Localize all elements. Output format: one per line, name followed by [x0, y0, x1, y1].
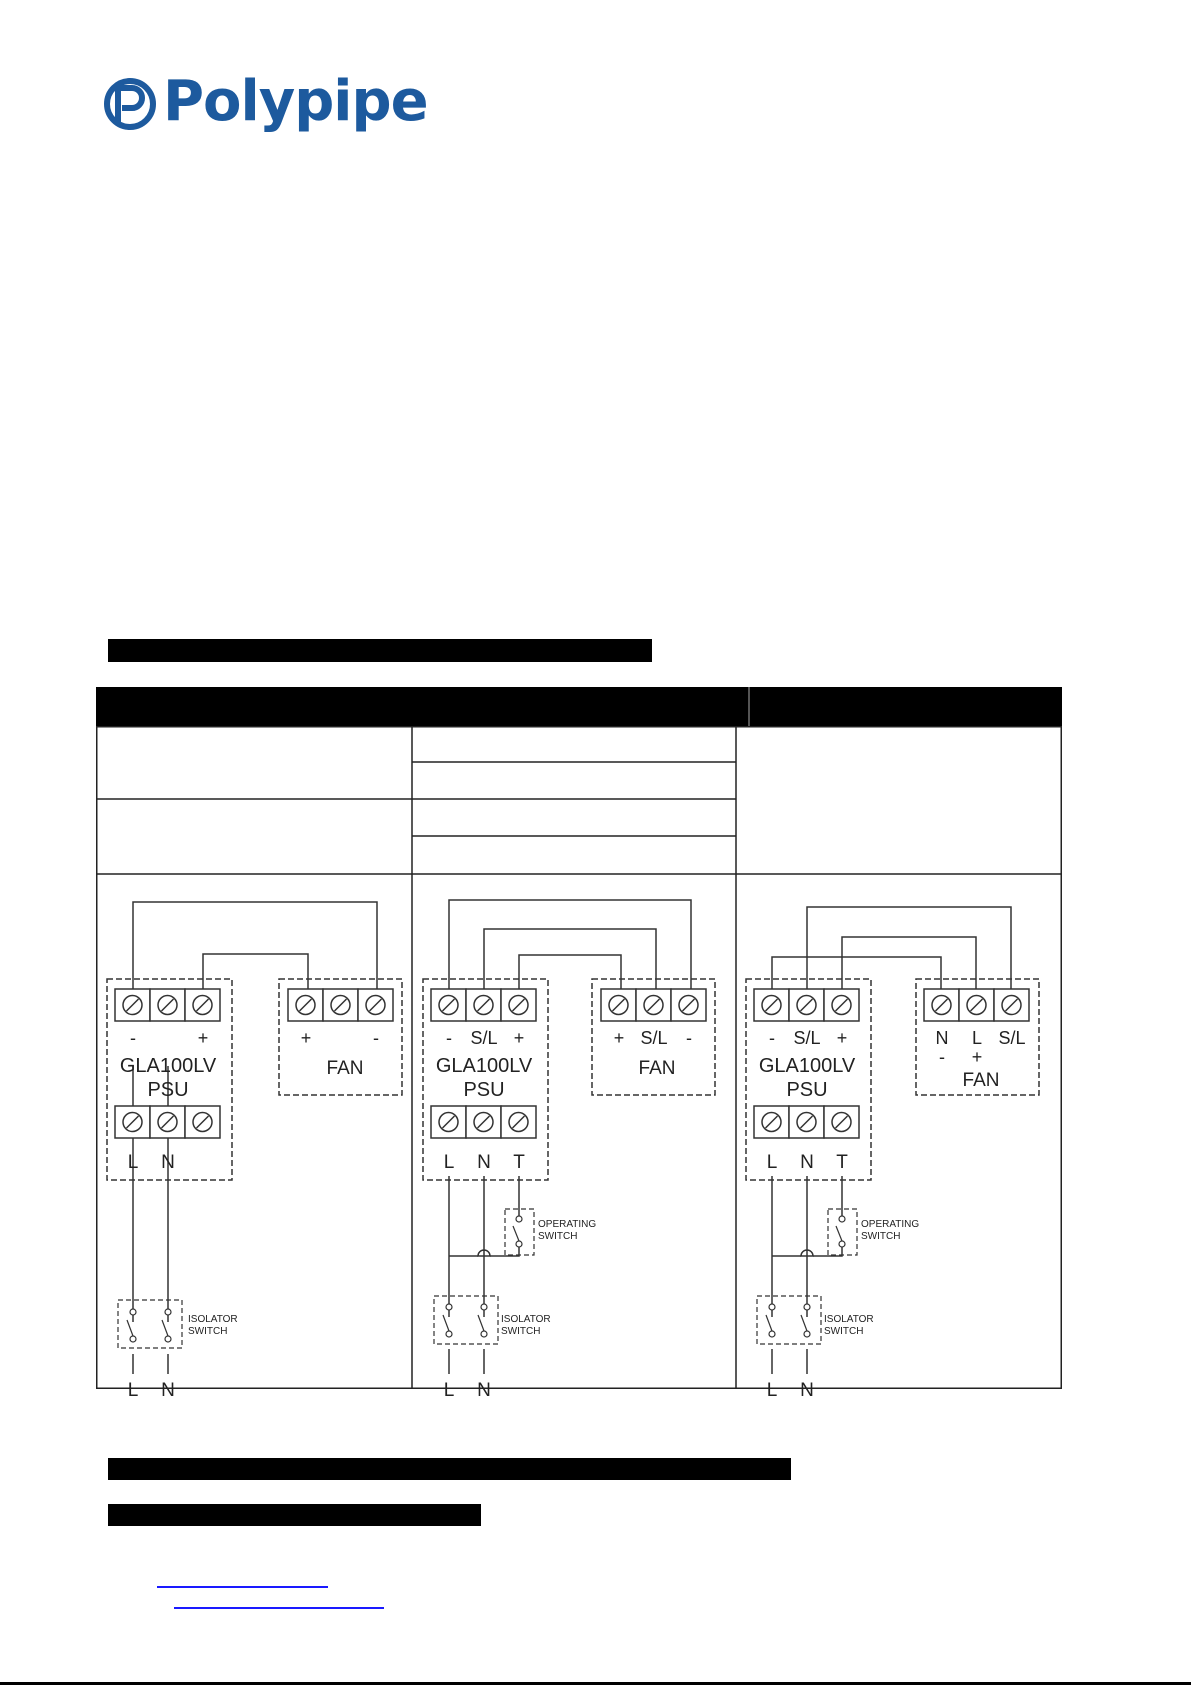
table-grid: [96, 726, 1062, 1389]
diagram-1: [107, 902, 402, 1401]
psu-bottom-terminals-2: [431, 1106, 536, 1138]
supply-labels-2: [444, 1380, 491, 1401]
psu-bottom-terminals-1: [115, 1106, 220, 1138]
operating-label-2: OPERATING: [538, 1219, 597, 1230]
table-header-divider: [748, 687, 750, 727]
fan-label: L: [971, 1028, 983, 1048]
psu-top-label: +: [836, 1028, 848, 1048]
fan-label: N: [935, 1028, 949, 1048]
supply-label: N: [161, 1380, 175, 1401]
redacted-line-1: [108, 1458, 791, 1480]
fan-label: +: [971, 1047, 983, 1067]
diagram-3: [746, 907, 1039, 1401]
psu-name-3: GLA100LV: [758, 1055, 856, 1077]
redacted-line-2: [108, 1504, 481, 1526]
isolator-label-3: ISOLATOR: [824, 1314, 874, 1325]
psu-bottom-label: L: [127, 1152, 139, 1173]
psu-bottom-label: N: [800, 1152, 814, 1173]
supply-label: L: [443, 1380, 455, 1401]
supply-label: L: [127, 1380, 139, 1401]
operating-label-3b: SWITCH: [861, 1231, 901, 1242]
psu-name-2: GLA100LV: [435, 1055, 533, 1077]
psu-bottom-label: N: [161, 1152, 175, 1173]
fan-name-1: FAN: [326, 1058, 364, 1079]
psu-top-terminals-3: [754, 989, 859, 1021]
psu-bottom-label: T: [836, 1152, 848, 1173]
psu-bottom-terminals-3: [754, 1106, 859, 1138]
psu-sub-3: PSU: [786, 1079, 828, 1101]
isolator-switch-3: [757, 1296, 821, 1344]
fan-label: S/L: [640, 1028, 668, 1048]
link-1[interactable]: [157, 1586, 328, 1588]
psu-top-label: -: [769, 1028, 775, 1048]
supply-label: L: [766, 1380, 778, 1401]
psu-name-1: GLA100LV: [119, 1055, 217, 1077]
psu-bottom-label: L: [766, 1152, 778, 1173]
wiring-diagram-table: [96, 726, 1062, 1401]
isolator-label-3b: SWITCH: [824, 1326, 864, 1337]
isolator-label-2b: SWITCH: [501, 1326, 541, 1337]
psu-top-label: -: [130, 1028, 136, 1048]
fan-labels-1: [301, 1028, 379, 1048]
psu-top-labels-1: [130, 1028, 208, 1048]
fan-terminals-1: [288, 989, 393, 1021]
psu-sub-1: PSU: [147, 1079, 189, 1101]
psu-top-label: +: [513, 1028, 525, 1048]
psu-top-label: -: [446, 1028, 452, 1048]
link-2[interactable]: [174, 1607, 384, 1609]
psu-top-terminals-1: [115, 989, 220, 1021]
isolator-label-1b: SWITCH: [188, 1326, 228, 1337]
operating-label-3: OPERATING: [861, 1219, 920, 1230]
polypipe-logo-mark: [107, 81, 153, 127]
fan-terminals-2: [601, 989, 706, 1021]
isolator-switch-1: [118, 1300, 182, 1348]
psu-bottom-label: N: [477, 1152, 491, 1173]
fan-label: S/L: [998, 1028, 1026, 1048]
fan-label: -: [939, 1047, 945, 1067]
operating-label-2b: SWITCH: [538, 1231, 578, 1242]
isolator-label-2: ISOLATOR: [501, 1314, 551, 1325]
psu-top-labels-3: [769, 1028, 847, 1048]
fan-labels-2: [614, 1028, 692, 1048]
table-header-redacted: [96, 687, 1062, 727]
psu-top-label: S/L: [470, 1028, 498, 1048]
psu-top-terminals-2: [431, 989, 536, 1021]
fan-name-3: FAN: [962, 1070, 1000, 1091]
redacted-heading: [108, 639, 652, 662]
fan-label: -: [373, 1028, 379, 1048]
psu-bottom-labels-2: [444, 1152, 525, 1173]
psu-bottom-labels-3: [767, 1152, 848, 1173]
fan-label: +: [613, 1028, 625, 1048]
brand-name: Polypipe: [163, 69, 428, 134]
supply-label: N: [477, 1380, 491, 1401]
psu-top-label: +: [197, 1028, 209, 1048]
diagram-2: [423, 900, 715, 1401]
psu-bottom-label: L: [443, 1152, 455, 1173]
fan-labels-3: [936, 1028, 1026, 1048]
psu-bottom-label: T: [513, 1152, 525, 1173]
psu-top-labels-2: [446, 1028, 524, 1048]
supply-labels-1: [128, 1380, 175, 1401]
fan-labels-row2-3: [939, 1047, 982, 1067]
isolator-switch-2: [434, 1296, 498, 1344]
psu-bottom-labels-1: [128, 1152, 175, 1173]
fan-label: -: [686, 1028, 692, 1048]
fan-name-2: FAN: [638, 1058, 676, 1079]
isolator-label-1: ISOLATOR: [188, 1314, 238, 1325]
psu-top-label: S/L: [793, 1028, 821, 1048]
fan-label: +: [300, 1028, 312, 1048]
psu-sub-2: PSU: [463, 1079, 505, 1101]
supply-label: N: [800, 1380, 814, 1401]
fan-terminals-3: [924, 989, 1029, 1021]
supply-labels-3: [767, 1380, 814, 1401]
